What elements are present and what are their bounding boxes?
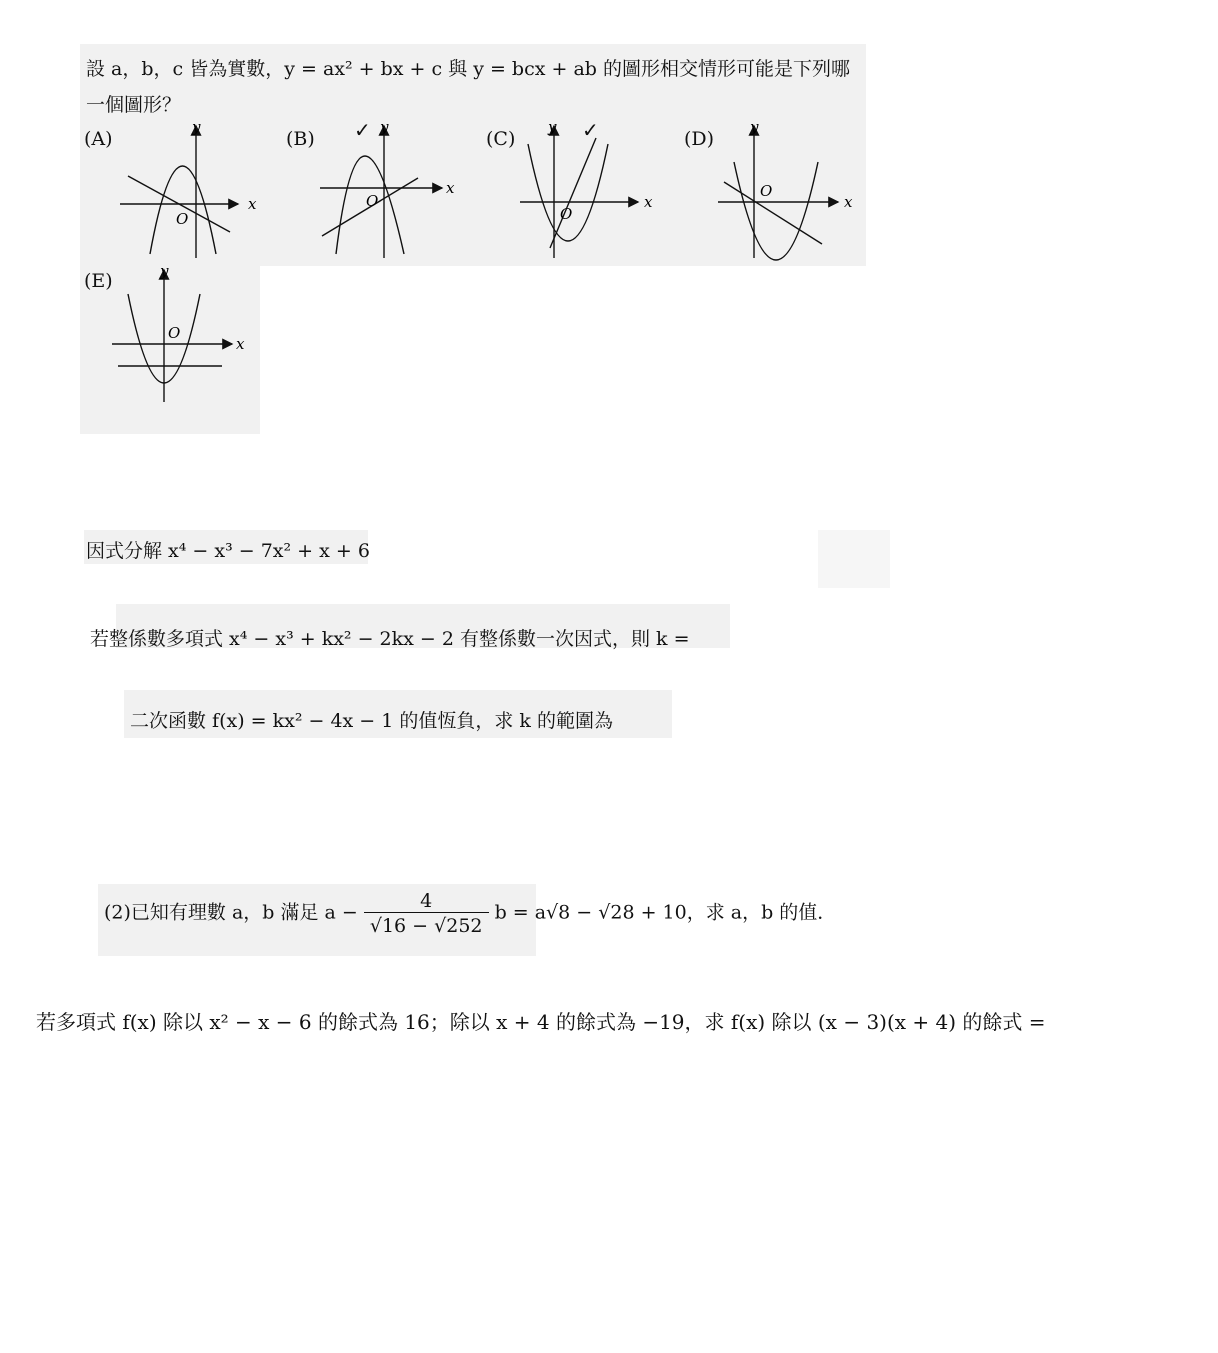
graph-b-origin-label: O	[366, 192, 379, 210]
graph-e-origin-label: O	[168, 324, 181, 342]
option-d-label: (D)	[684, 128, 715, 150]
q5-numerator: 4	[364, 890, 489, 913]
graph-e-y-label: y	[160, 262, 169, 280]
graph-c-y-label: y	[548, 118, 557, 136]
option-a-label: (A)	[84, 128, 113, 150]
q5-denominator: √16 − √252	[369, 915, 483, 937]
q5-prefix: (2)已知有理數 a，b 滿足 a −	[104, 901, 358, 924]
graph-d-x-label: x	[844, 193, 853, 211]
q1-stem-line2: 一個圖形？	[86, 94, 182, 116]
graph-b-y-label: y	[380, 118, 389, 136]
q5-rational-equation	[104, 890, 836, 937]
q3-integer-factor: 若整係數多項式 x⁴ − x³ + kx² − 2kx − 2 有整係數一次因式，則 k =	[90, 628, 690, 650]
graph-a	[112, 118, 262, 263]
option-c-label: (C)	[486, 128, 516, 150]
graph-d-y-label: y	[750, 118, 759, 136]
q1-stem-line1: 設 a，b，c 皆為實數，y = ax² + bx + c 與 y = bcx + ab 的圖形相交情形可能是下列哪	[86, 58, 850, 80]
check-mark-c: ✓	[582, 118, 599, 142]
option-e-label: (E)	[84, 270, 113, 292]
graph-e	[106, 262, 256, 407]
q5-fraction	[364, 890, 489, 937]
graph-a-origin-label: O	[176, 210, 189, 228]
graph-d	[714, 118, 864, 263]
option-b-label: (B)	[286, 128, 315, 150]
graph-a-x-label: x	[248, 195, 257, 213]
q4-quadratic-negative: 二次函數 f(x) = kx² − 4x − 1 的值恆負，求 k 的範圍為	[130, 710, 613, 732]
graph-b-x-label: x	[446, 179, 455, 197]
q6-remainder: 若多項式 f(x) 除以 x² − x − 6 的餘式為 16；除以 x + 4 的餘式為 −19，求 f(x) 除以 (x − 3)(x + 4) 的餘式 =	[36, 1010, 1046, 1034]
q2-factorization: 因式分解 x⁴ − x³ − 7x² + x + 6	[86, 540, 370, 562]
graph-d-origin-label: O	[760, 182, 773, 200]
graph-b	[314, 118, 464, 263]
check-mark-b: ✓	[354, 118, 371, 142]
graph-c-origin-label: O	[560, 205, 573, 223]
graph-e-x-label: x	[236, 335, 245, 353]
graph-a-y-label: y	[192, 118, 201, 136]
graph-c	[514, 118, 664, 263]
graph-c-x-label: x	[644, 193, 653, 211]
q5-suffix: b = a√8 − √28 + 10，求 a，b 的值．	[494, 901, 837, 924]
scan-region-blank	[818, 530, 890, 588]
